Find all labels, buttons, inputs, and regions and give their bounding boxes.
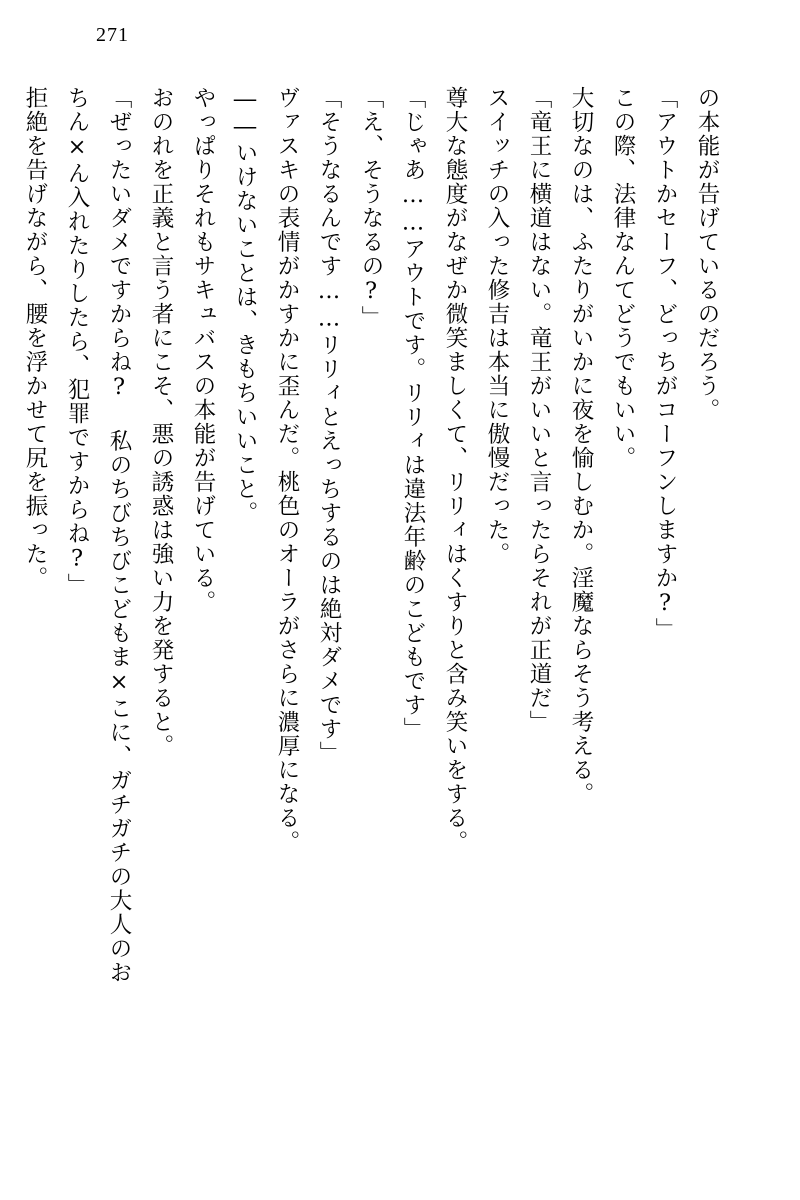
- text-line: 「アウトかセーフ、どっちがコーフンしますか?」: [652, 86, 678, 642]
- text-line: この際、法律なんてどうでもいい。: [610, 86, 636, 470]
- text-line: おのれを正義と言う者にこそ、悪の誘惑は強い力を発すると。: [148, 86, 174, 758]
- text-line: 「じゃあ……アウトです。リリィは違法年齢のこどもです」: [400, 86, 426, 741]
- text-line: 「竜王に横道はない。竜王がいいと言ったらそれが正道だ」: [526, 86, 552, 734]
- page-number: 271: [96, 24, 129, 46]
- text-line: 大切なのは、ふたりがいかに夜を愉しむか。淫魔ならそう考える。: [568, 86, 594, 806]
- text-line: の本能が告げているのだろう。: [694, 86, 720, 422]
- text-line: 「ぜったいダメですからね? 私のちびちびこどもま×こに、ガチガチの大人のお: [106, 86, 132, 985]
- text-line: 尊大な態度がなぜか微笑ましくて、リリィはくすりと含み笑いをする。: [442, 86, 468, 854]
- page-body-text: [22, 86, 728, 1166]
- text-line: ――いけないことは、きもちいいこと。: [232, 86, 258, 525]
- text-line: 拒絶を告げながら、腰を浮かせて尻を振った。: [22, 86, 48, 590]
- text-line: スイッチの入った修吉は本当に傲慢だった。: [484, 86, 510, 566]
- text-line: 「え、そうなるの?」: [358, 86, 384, 330]
- text-line: ヴァスキの表情がかすかに歪んだ。桃色のオーラがさらに濃厚になる。: [274, 86, 300, 854]
- text-line: 「そうなるんです……リリィとえっちするのは絶対ダメです」: [316, 86, 342, 765]
- text-line: ちん×ん入れたりしたら、犯罪ですからね?」: [64, 86, 90, 597]
- text-line: やっぱりそれもサキュバスの本能が告げている。: [190, 86, 216, 614]
